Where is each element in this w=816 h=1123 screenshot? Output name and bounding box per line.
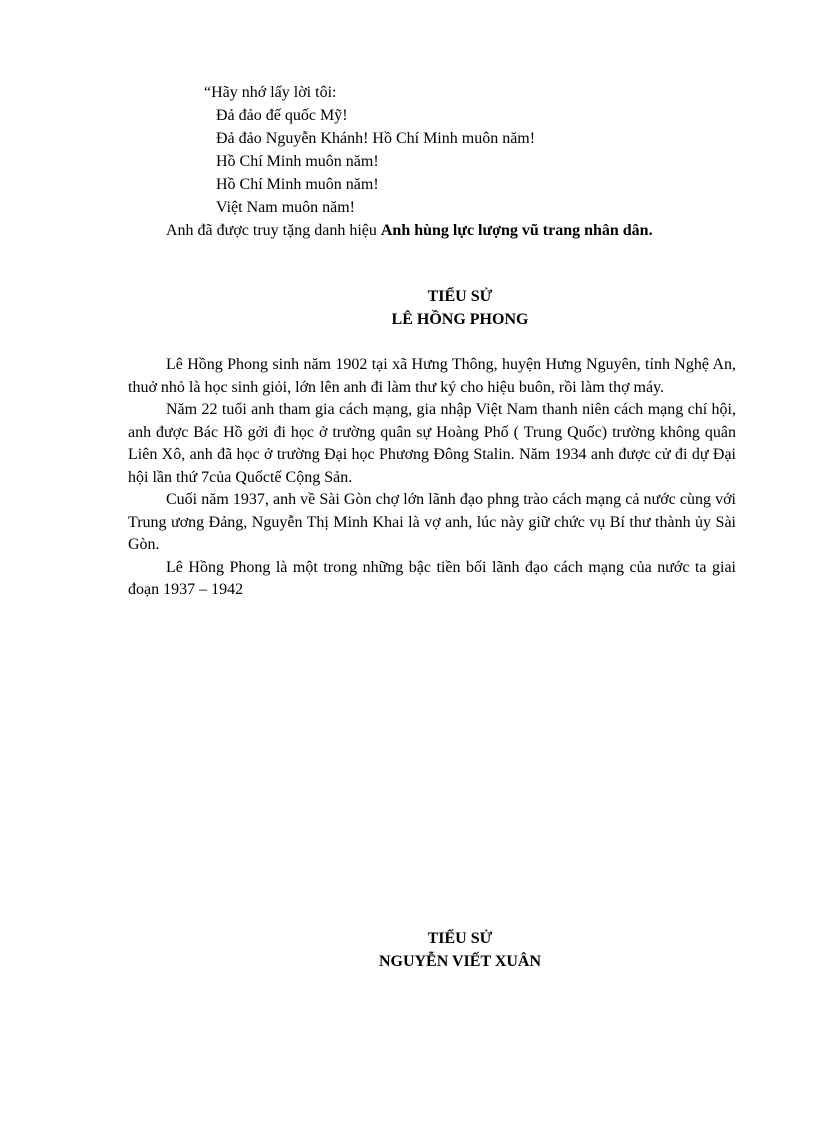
poem-line-6: Việt Nam muôn năm!	[216, 199, 356, 216]
poem-line-2: Đả đảo đế quốc Mỹ!	[216, 107, 348, 124]
section-heading-nguyen-viet-xuan: TIỂU SỬ	[427, 930, 493, 947]
bio-paragraph-2: Năm 22 tuổi anh tham gia cách mạng, gia nhập Việt Nam thanh niên cách mạng chí hội, anh được Bác Hồ gởi đi học ở trường quân sự Hoàng Phố ( Trung Quốc) trường không quân Liên Xô, anh đã học ở trường Đại học Phương Đông Stalin. Năm 1934 anh được cử đi dự Đại hội lần thứ 7của Quốctế Cộng Sản.	[128, 401, 736, 486]
award-title: Anh hùng lực lượng vũ trang nhân dân.	[380, 222, 653, 239]
section-name-le-hong-phong: LÊ HỒNG PHONG	[391, 311, 529, 328]
biography-body-le-hong-phong	[128, 354, 736, 602]
poem-line-4: Hồ Chí Minh muôn năm!	[216, 153, 379, 170]
bio-paragraph-4: Lê Hồng Phong là một trong những bậc tiền bối lãnh đạo cách mạng của nước ta giai đoạn 1937 – 1942	[128, 558, 736, 598]
section-heading-le-hong-phong: TIỂU SỬ	[427, 288, 493, 305]
poem-line-1: “Hãy nhớ lấy lời tôi:	[204, 84, 337, 101]
section-name-nguyen-viet-xuan: NGUYỄN VIẾT XUÂN	[378, 953, 542, 970]
bio-paragraph-1: Lê Hồng Phong sinh năm 1902 tại xã Hưng Thông, huyện Hưng Nguyên, tỉnh Nghệ An, thuở nhỏ là học sinh giỏi, lớn lên anh đi làm thư ký cho hiệu buôn, rồi làm thợ máy.	[128, 356, 736, 396]
award-prefix: Anh đã được truy tặng danh hiệu	[166, 222, 381, 239]
bio-paragraph-3: Cuối năm 1937, anh về Sài Gòn chợ lớn lãnh đạo phng trào cách mạng cả nước cùng với Trung ương Đảng, Nguyễn Thị Minh Khai là vợ anh, lúc này giữ chức vụ Bí thư thành ủy Sài Gòn.	[128, 491, 736, 553]
poem-line-5: Hồ Chí Minh muôn năm!	[216, 176, 379, 193]
poem-line-3: Đả đảo Nguyễn Khánh! Hồ Chí Minh muôn năm!	[216, 130, 536, 147]
award-line	[166, 220, 653, 242]
